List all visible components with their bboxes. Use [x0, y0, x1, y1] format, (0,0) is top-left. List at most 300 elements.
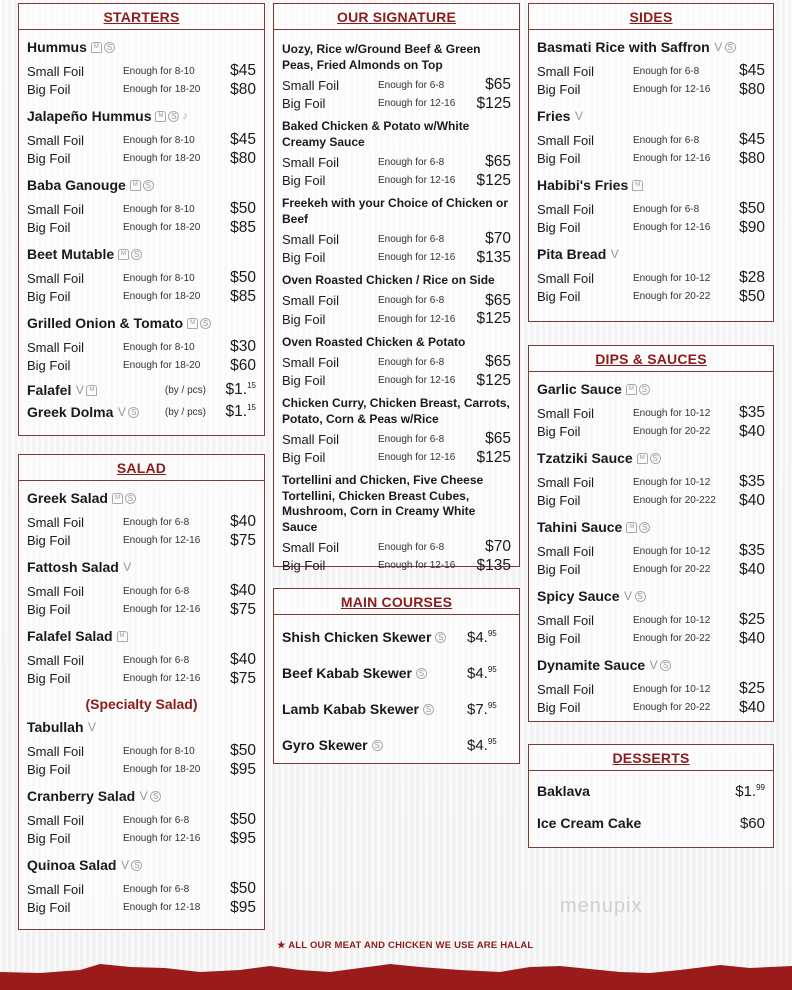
- price: $40: [739, 491, 765, 509]
- dairy-icon: M: [130, 180, 141, 191]
- dessert-item: [537, 775, 765, 807]
- price: $85: [230, 287, 256, 305]
- sesame-icon: S: [131, 249, 142, 260]
- size-option-row: [537, 404, 765, 423]
- item-title: Grilled Onion & Tomato: [27, 315, 184, 331]
- size-label: Small Foil: [537, 270, 595, 286]
- serves-label: Enough for 12-16: [633, 84, 711, 96]
- vegan-icon: V: [714, 40, 723, 54]
- dietary-icons: [91, 42, 115, 53]
- serves-label: Enough for 20-22: [633, 633, 711, 645]
- menu-item-name: [537, 246, 765, 263]
- size-label: Small Foil: [27, 881, 85, 897]
- size-label: Big Foil: [537, 220, 581, 236]
- main-course-item: [282, 691, 511, 727]
- size-options: [537, 473, 765, 510]
- section-title: SALAD: [116, 459, 167, 476]
- size-option-row: [27, 811, 256, 830]
- size-label: Small Foil: [537, 405, 595, 421]
- menu-item-name: [537, 108, 765, 125]
- serves-label: Enough for 12-16: [633, 222, 711, 234]
- sides-header: [529, 4, 773, 30]
- size-option-row: [27, 601, 256, 620]
- size-option-row: [27, 532, 256, 551]
- serves-label: Enough for 6-8: [378, 356, 445, 368]
- dietary-icons: [120, 860, 142, 871]
- price-dollars: $60: [739, 814, 765, 832]
- dairy-icon: M: [118, 249, 129, 260]
- item-title: Lamb Kabab Skewer: [282, 701, 419, 717]
- serves-label: Enough for 12-16: [378, 452, 456, 464]
- size-options: [27, 582, 256, 619]
- size-option-row: [27, 582, 256, 601]
- serves-label: Enough for 20-22: [633, 702, 711, 714]
- menu-item-name: [27, 559, 256, 576]
- size-options: [537, 269, 765, 306]
- size-options: [537, 200, 765, 237]
- item-title: Tabullah: [27, 719, 84, 735]
- main-courses-header: [274, 589, 519, 615]
- starters-section: [18, 3, 265, 436]
- sesame-icon: S: [423, 704, 434, 715]
- menu-item-name: [27, 315, 256, 332]
- item-title: Fries: [537, 108, 571, 124]
- item-title: Freekeh with your Choice of Chicken or Beef: [282, 196, 509, 226]
- item-title: Beet Mutable: [27, 246, 115, 262]
- serves-label: Enough for 12-16: [633, 153, 711, 165]
- vegan-icon: V: [649, 658, 658, 672]
- price-dollars: $1.: [225, 381, 248, 398]
- dairy-icon: M: [155, 111, 166, 122]
- price: $40: [739, 560, 765, 578]
- size-options: [282, 292, 511, 329]
- price: $40: [230, 582, 256, 600]
- size-options: [27, 880, 256, 917]
- menu-item-name: [282, 737, 467, 753]
- size-label: Big Foil: [27, 762, 71, 778]
- size-option-row: [27, 269, 256, 288]
- item-title: Jalapeño Hummus: [27, 108, 152, 124]
- serves-label: Enough for 6-8: [378, 79, 445, 91]
- price-dollars: $7.: [467, 700, 488, 718]
- price: $35: [739, 542, 765, 560]
- sesame-icon: S: [200, 318, 211, 329]
- size-option-row: [27, 219, 256, 238]
- price: $85: [230, 218, 256, 236]
- price: $45: [230, 62, 256, 80]
- sesame-icon: S: [639, 522, 650, 533]
- size-label: Big Foil: [27, 358, 71, 374]
- size-option-row: [27, 899, 256, 918]
- dietary-icons: [714, 42, 736, 53]
- size-label: Small Foil: [537, 474, 595, 490]
- serves-label: Enough for 20-22: [633, 426, 711, 438]
- vegan-icon: V: [75, 383, 84, 397]
- price: $75: [230, 600, 256, 618]
- dairy-icon: M: [112, 493, 123, 504]
- dietary-icons: [130, 180, 154, 191]
- sesame-icon: S: [168, 111, 179, 122]
- sesame-icon: S: [435, 632, 446, 643]
- size-label: Big Foil: [282, 250, 326, 266]
- serves-label: Enough for 20-22: [633, 291, 711, 303]
- vegan-icon: V: [120, 858, 129, 872]
- price: [735, 783, 765, 800]
- size-label: Small Foil: [27, 270, 85, 286]
- item-title: Beef Kabab Skewer: [282, 665, 412, 681]
- serves-label: Enough for 12-18: [123, 902, 201, 914]
- size-label: Small Foil: [27, 743, 85, 759]
- section-title: STARTERS: [103, 8, 180, 25]
- serves-label: Enough for 18-20: [123, 222, 201, 234]
- unit-label: (by / pcs): [164, 384, 206, 396]
- serves-label: Enough for 6-8: [378, 295, 445, 307]
- size-label: Small Foil: [27, 583, 85, 599]
- menu-item-name: [27, 382, 165, 398]
- signature-header: [274, 4, 519, 30]
- serves-label: Enough for 12-16: [378, 375, 456, 387]
- item-title: Tzatziki Sauce: [537, 450, 633, 466]
- serves-label: Enough for 18-20: [123, 360, 201, 372]
- menu-item-name: [537, 588, 765, 605]
- unit-label: (by / pcs): [164, 406, 206, 418]
- price: $95: [230, 760, 256, 778]
- size-label: Big Foil: [537, 493, 581, 509]
- item-title: Habibi's Fries: [537, 177, 629, 193]
- item-title: Baba Ganouge: [27, 177, 126, 193]
- item-title: Gyro Skewer: [282, 737, 368, 753]
- item-title: Oven Roasted Chicken & Potato: [282, 334, 466, 349]
- size-label: Small Foil: [27, 812, 85, 828]
- serves-label: Enough for 12-16: [123, 535, 201, 547]
- menu-item-name: [537, 450, 765, 467]
- dietary-icons: [117, 631, 128, 642]
- dairy-icon: M: [632, 180, 643, 191]
- size-options: [27, 651, 256, 688]
- size-label: Big Foil: [282, 173, 326, 189]
- size-label: Big Foil: [27, 289, 71, 305]
- price: $125: [476, 171, 511, 189]
- dietary-icons: [649, 660, 671, 671]
- price: $40: [230, 513, 256, 531]
- price: $125: [476, 448, 511, 466]
- item-title: Shish Chicken Skewer: [282, 629, 432, 645]
- specialty-salad-label: (Specialty Salad): [85, 696, 198, 712]
- dessert-item: [537, 807, 765, 839]
- size-option-row: [27, 761, 256, 780]
- price: $25: [739, 680, 765, 698]
- price: $40: [739, 698, 765, 716]
- dietary-icons: [610, 249, 619, 260]
- size-options: [27, 269, 256, 306]
- menu-item-name: [282, 665, 467, 681]
- dairy-icon: M: [187, 318, 198, 329]
- price: [220, 381, 256, 399]
- price: $40: [739, 422, 765, 440]
- size-label: Big Foil: [27, 831, 71, 847]
- item-title: Garlic Sauce: [537, 381, 622, 397]
- price: $40: [230, 651, 256, 669]
- section-title: DIPS & SAUCES: [595, 350, 707, 367]
- dietary-icons: [139, 791, 161, 802]
- price: $125: [476, 371, 511, 389]
- item-title: Dynamite Sauce: [537, 657, 646, 673]
- size-options: [537, 131, 765, 168]
- price: $50: [230, 811, 256, 829]
- price: [740, 815, 765, 832]
- serves-label: Enough for 6-8: [123, 814, 190, 826]
- price-dollars: $1.: [735, 782, 757, 800]
- size-option-row: [27, 200, 256, 219]
- size-option-row: [537, 288, 765, 307]
- serves-label: Enough for 8-10: [123, 65, 195, 77]
- sesame-icon: S: [635, 591, 646, 602]
- price: $25: [739, 611, 765, 629]
- size-label: Small Foil: [27, 132, 85, 148]
- size-label: Big Foil: [282, 373, 326, 389]
- item-title: Chicken Curry, Chicken Breast, Carrots, Potato, Corn & Peas w/Rice: [282, 396, 510, 426]
- menu-item-name: [282, 196, 511, 227]
- size-options: [282, 230, 511, 267]
- price-cents: 99: [756, 782, 765, 792]
- item-title: Fattosh Salad: [27, 559, 119, 575]
- size-label: Big Foil: [282, 558, 326, 574]
- desserts-list: [529, 771, 773, 839]
- vegan-icon: V: [139, 789, 148, 803]
- size-label: Small Foil: [27, 201, 85, 217]
- size-option-row: [537, 611, 765, 630]
- serves-label: Enough for 12-16: [378, 560, 456, 572]
- sesame-icon: S: [104, 42, 115, 53]
- item-title: Hummus: [27, 39, 87, 55]
- dietary-icons: [88, 722, 97, 733]
- size-options: [282, 153, 511, 190]
- serves-label: Enough for 10-12: [633, 407, 711, 419]
- serves-label: Enough for 12-16: [123, 833, 201, 845]
- item-title: Uozy, Rice w/Ground Beef & Green Peas, Fried Almonds on Top: [282, 42, 481, 72]
- price: $50: [230, 200, 256, 218]
- size-label: Big Foil: [537, 151, 581, 167]
- size-option-row: [27, 81, 256, 100]
- size-label: Big Foil: [27, 602, 71, 618]
- price: $35: [739, 404, 765, 422]
- item-title: Greek Dolma: [27, 404, 114, 420]
- serves-label: Enough for 20-222: [633, 495, 716, 507]
- size-option-row: [282, 249, 511, 268]
- size-option-row: [537, 131, 765, 150]
- price-dollars: $4.: [467, 736, 488, 754]
- menu-item-name: [27, 788, 256, 805]
- size-option-row: [27, 880, 256, 899]
- price: $35: [739, 473, 765, 491]
- size-option-row: [537, 542, 765, 561]
- desserts-header: [529, 745, 773, 771]
- price: [220, 403, 256, 421]
- vegan-icon: V: [123, 560, 132, 574]
- menu-item-name: [282, 396, 511, 427]
- serves-label: Enough for 10-12: [633, 683, 711, 695]
- serves-label: Enough for 12-16: [378, 252, 456, 264]
- size-label: Small Foil: [537, 681, 595, 697]
- serves-label: Enough for 6-8: [633, 134, 700, 146]
- size-label: Small Foil: [282, 77, 340, 93]
- price-cents: 15: [247, 381, 256, 390]
- size-option-row: [27, 131, 256, 150]
- size-label: Small Foil: [282, 539, 340, 555]
- size-options: [282, 76, 511, 113]
- section-title: MAIN COURSES: [340, 593, 453, 610]
- vegan-icon: V: [610, 247, 619, 261]
- serves-label: Enough for 6-8: [123, 516, 190, 528]
- price: $125: [476, 94, 511, 112]
- price: $80: [739, 80, 765, 98]
- size-option-row: [282, 292, 511, 311]
- dairy-icon: M: [117, 631, 128, 642]
- menu-item-name: [27, 490, 256, 507]
- dietary-icons: [626, 522, 650, 533]
- size-option-row: [27, 357, 256, 376]
- item-title: Oven Roasted Chicken / Rice on Side: [282, 273, 495, 287]
- size-option-row: [27, 513, 256, 532]
- price: $95: [230, 829, 256, 847]
- serves-label: Enough for 6-8: [378, 156, 445, 168]
- section-title: OUR SIGNATURE: [336, 8, 456, 25]
- size-label: Big Foil: [27, 533, 71, 549]
- serves-label: Enough for 10-12: [633, 545, 711, 557]
- sesame-icon: S: [128, 407, 139, 418]
- menu-item-name: [27, 857, 256, 874]
- torn-paper-edge: [0, 960, 792, 990]
- price: [467, 629, 511, 646]
- dips-header: [529, 346, 773, 372]
- salad-section: [18, 454, 265, 930]
- price: $135: [476, 248, 511, 266]
- price-cents: 95: [487, 700, 497, 710]
- size-option-row: [282, 353, 511, 372]
- size-options: [27, 513, 256, 550]
- price-cents: 95: [487, 628, 497, 638]
- size-label: Small Foil: [282, 431, 340, 447]
- price: [467, 665, 511, 682]
- size-label: Big Foil: [27, 671, 71, 687]
- menu-item-name: [27, 39, 256, 56]
- size-label: Small Foil: [282, 293, 340, 309]
- size-option-row: [282, 557, 511, 576]
- price: $45: [739, 131, 765, 149]
- price: $65: [485, 153, 511, 171]
- dairy-icon: M: [86, 385, 97, 396]
- serves-label: Enough for 18-20: [123, 291, 201, 303]
- size-option-row: [27, 670, 256, 689]
- serves-label: Enough for 10-12: [633, 614, 711, 626]
- sesame-icon: S: [639, 384, 650, 395]
- size-options: [27, 338, 256, 375]
- serves-label: Enough for 12-16: [123, 673, 201, 685]
- size-label: Big Foil: [537, 424, 581, 440]
- sesame-icon: S: [372, 740, 383, 751]
- size-options: [27, 200, 256, 237]
- size-label: Big Foil: [27, 900, 71, 916]
- menu-item-name: [282, 42, 511, 73]
- price: [467, 737, 511, 754]
- price: $30: [230, 338, 256, 356]
- dietary-icons: [416, 668, 427, 679]
- price: $90: [739, 218, 765, 236]
- sesame-icon: S: [650, 453, 661, 464]
- desserts-section: [528, 744, 774, 848]
- price: $75: [230, 531, 256, 549]
- dietary-icons: [372, 740, 383, 751]
- size-option-row: [537, 492, 765, 511]
- price: $135: [476, 556, 511, 574]
- size-option-row: [537, 219, 765, 238]
- size-option-row: [537, 200, 765, 219]
- size-label: Big Foil: [537, 82, 581, 98]
- size-options: [27, 742, 256, 779]
- menu-item-name: [282, 701, 467, 717]
- sesame-icon: S: [143, 180, 154, 191]
- chili-icon: ♪: [182, 110, 188, 122]
- size-options: [537, 62, 765, 99]
- serves-label: Enough for 18-20: [123, 764, 201, 776]
- size-option-row: [27, 338, 256, 357]
- size-option-row: [27, 288, 256, 307]
- watermark: menupix: [560, 895, 643, 917]
- size-label: Big Foil: [282, 450, 326, 466]
- dietary-icons: [423, 704, 434, 715]
- size-option-row: [537, 561, 765, 580]
- menu-item-name: [282, 629, 467, 645]
- size-option-row: [27, 62, 256, 81]
- serves-label: Enough for 18-20: [123, 153, 201, 165]
- size-option-row: [537, 269, 765, 288]
- size-label: Big Foil: [27, 82, 71, 98]
- size-label: Small Foil: [282, 231, 340, 247]
- serves-label: Enough for 12-16: [123, 604, 201, 616]
- menu-item-name: [282, 473, 511, 535]
- menu-item-name: [27, 177, 256, 194]
- size-label: Small Foil: [282, 354, 340, 370]
- item-title: Basmati Rice with Saffron: [537, 39, 710, 55]
- main-course-item: [282, 619, 511, 655]
- size-option-row: [537, 699, 765, 718]
- price: $45: [739, 62, 765, 80]
- price: $75: [230, 669, 256, 687]
- serves-label: Enough for 6-8: [633, 203, 700, 215]
- size-option-row: [537, 81, 765, 100]
- price: $50: [230, 880, 256, 898]
- dietary-icons: [626, 384, 650, 395]
- price: $45: [230, 131, 256, 149]
- size-option-row: [27, 742, 256, 761]
- dietary-icons: [123, 562, 132, 573]
- serves-label: Enough for 6-8: [123, 883, 190, 895]
- size-option-row: [282, 172, 511, 191]
- price: $80: [739, 149, 765, 167]
- serves-label: Enough for 8-10: [123, 272, 195, 284]
- serves-label: Enough for 6-8: [378, 541, 445, 553]
- menu-item-name: [27, 246, 256, 263]
- size-options: [282, 538, 511, 575]
- size-label: Small Foil: [537, 132, 595, 148]
- price: $50: [739, 287, 765, 305]
- serves-label: Enough for 18-20: [123, 84, 201, 96]
- size-options: [537, 542, 765, 579]
- dips-section: [528, 345, 774, 722]
- dietary-icons: [118, 249, 142, 260]
- dips-list: [529, 381, 773, 717]
- price-dollars: $4.: [467, 628, 488, 646]
